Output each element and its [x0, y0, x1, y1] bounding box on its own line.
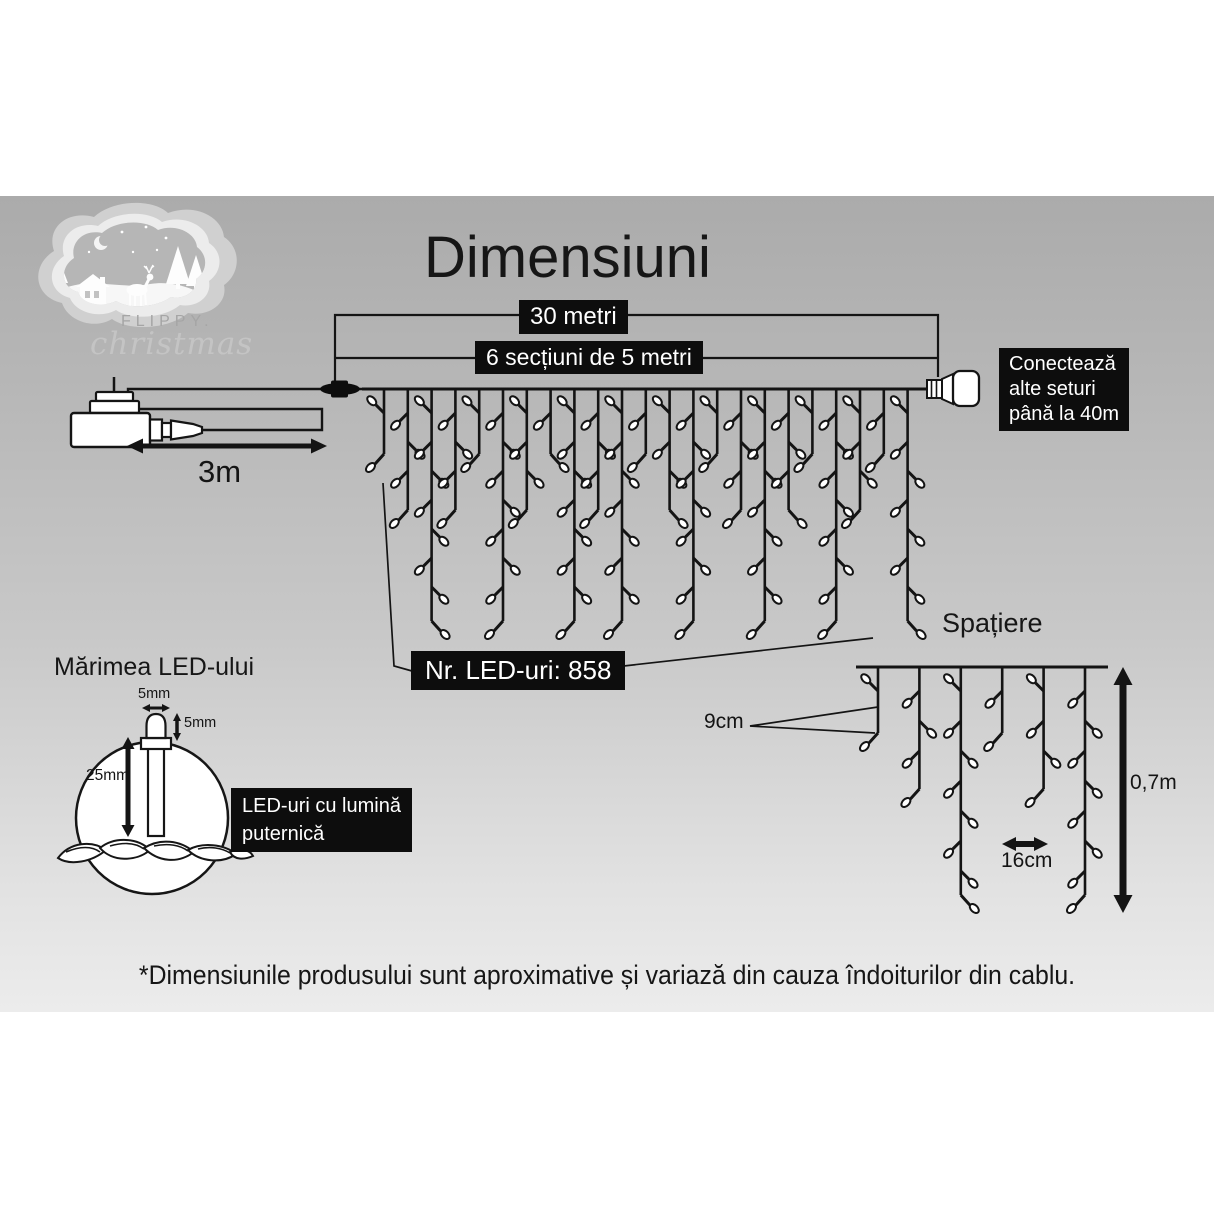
led-spacing-label: 9cm	[704, 710, 744, 733]
sections-badge: 6 secțiuni de 5 metri	[475, 341, 703, 374]
connect-line-2: alte seturi	[1009, 378, 1096, 400]
connect-line-1: Conectează	[1009, 353, 1116, 375]
page-title: Dimensiuni	[424, 225, 711, 290]
drop-height-label: 0,7m	[1130, 771, 1177, 794]
drop-spacing-label: 16cm	[1001, 849, 1053, 872]
footnote-text: *Dimensiunile produsului sunt aproximative și variază din cauza îndoiturilor din cablu.	[138, 960, 1076, 990]
spacing-light-curtain	[856, 667, 1108, 915]
led-note-line-1: LED-uri cu lumină	[242, 795, 401, 817]
led-brightness-badge	[231, 788, 412, 852]
logo-brand-text: FLIPPY.	[121, 313, 214, 330]
led-width-arrow	[142, 704, 170, 712]
lead-length-label: 3m	[198, 454, 242, 489]
logo-brand-script: christmas	[90, 326, 254, 362]
led-count-badge: Nr. LED-uri: 858	[411, 651, 625, 690]
led-width-label: 5mm	[138, 686, 171, 702]
flippy-christmas-logo-art	[38, 203, 237, 327]
led-head-label: 5mm	[184, 715, 217, 731]
connect-line-3: până la 40m	[1009, 403, 1120, 425]
spacing-section-title: Spațiere	[942, 608, 1043, 638]
total-length-badge: 30 metri	[519, 300, 628, 334]
main-light-curtain	[362, 389, 928, 641]
led-size-section-title: Mărimea LED-ului	[54, 653, 255, 681]
led-size-detail	[58, 704, 253, 894]
led-note-line-2: puternică	[242, 823, 325, 845]
black-connector-icon	[320, 381, 360, 398]
power-plug-icon	[71, 377, 202, 447]
connect-sets-badge	[999, 348, 1129, 431]
end-connector-icon	[927, 371, 979, 406]
led-length-label: 25mm	[86, 767, 130, 784]
led-head-arrow	[173, 713, 181, 741]
